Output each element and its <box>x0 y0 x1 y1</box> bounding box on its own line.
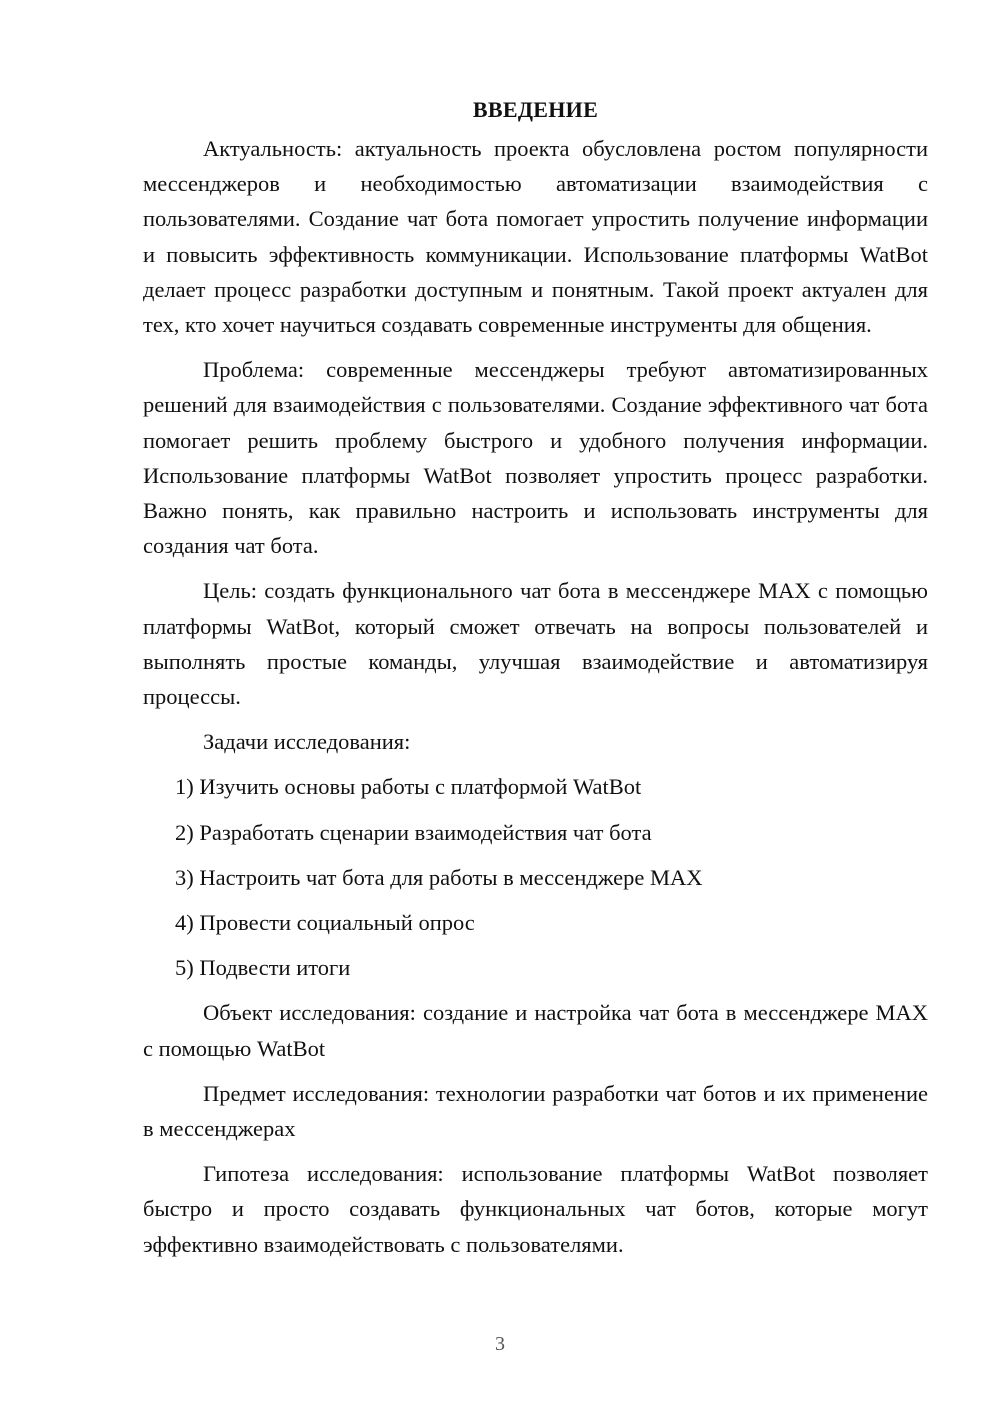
paragraph-goal: Цель: создать функционального чат бота в мессенджере MAX с помощью платформы WatBot, который сможет отвечать на вопросы пользователей и выполнять простые команды, улучшая взаимодействие и автоматизируя процессы. <box>143 578 928 710</box>
page-title: ВВЕДЕНИЕ <box>472 97 599 122</box>
tasks-title: Задачи исследования: <box>203 729 411 755</box>
document-page <box>143 92 928 1272</box>
paragraph-subject: Предмет исследования: технологии разработки чат ботов и их применение в мессенджерах <box>143 1080 928 1142</box>
paragraph-relevance: Актуальность: актуальность проекта обусловлена ростом популярности мессенджеров и необходимостью автоматизации взаимодействия с пользователями. Создание чат бота помогает упростить получение информации и повысить эффективность коммуникации. Использование платформы WatBot делает процесс разработки доступным и понятным. Такой проект актуален для тех, кто хочет научиться создавать современные инструменты для общения. <box>143 136 928 338</box>
paragraph-problem: Проблема: современные мессенджеры требуют автоматизированных решений для взаимодействия с пользователями. Создание эффективного чат бота помогает решить проблему быстрого и удобного получения информации. Использование платформы WatBot позволяет упростить процесс разработки. Важно понять, как правильно настроить и использовать инструменты для создания чат бота. <box>143 357 928 559</box>
list-item: 1) Изучить основы работы с платформой WatBot <box>175 774 642 800</box>
list-item: 5) Подвести итоги <box>175 955 351 981</box>
paragraph-hypothesis: Гипотеза исследования: использование платформы WatBot позволяет быстро и просто создавать функциональных чат ботов, которые могут эффективно взаимодействовать с пользователями. <box>143 1161 928 1257</box>
list-item: 4) Провести социальный опрос <box>175 910 475 936</box>
list-item: 2) Разработать сценарии взаимодействия чат бота <box>175 819 652 845</box>
page-number: 3 <box>495 1333 505 1355</box>
paragraph-object: Объект исследования: создание и настройка чат бота в мессенджере MAX с помощью WatBot <box>143 1000 928 1061</box>
list-item: 3) Настроить чат бота для работы в мессенджере MAX <box>175 864 703 890</box>
